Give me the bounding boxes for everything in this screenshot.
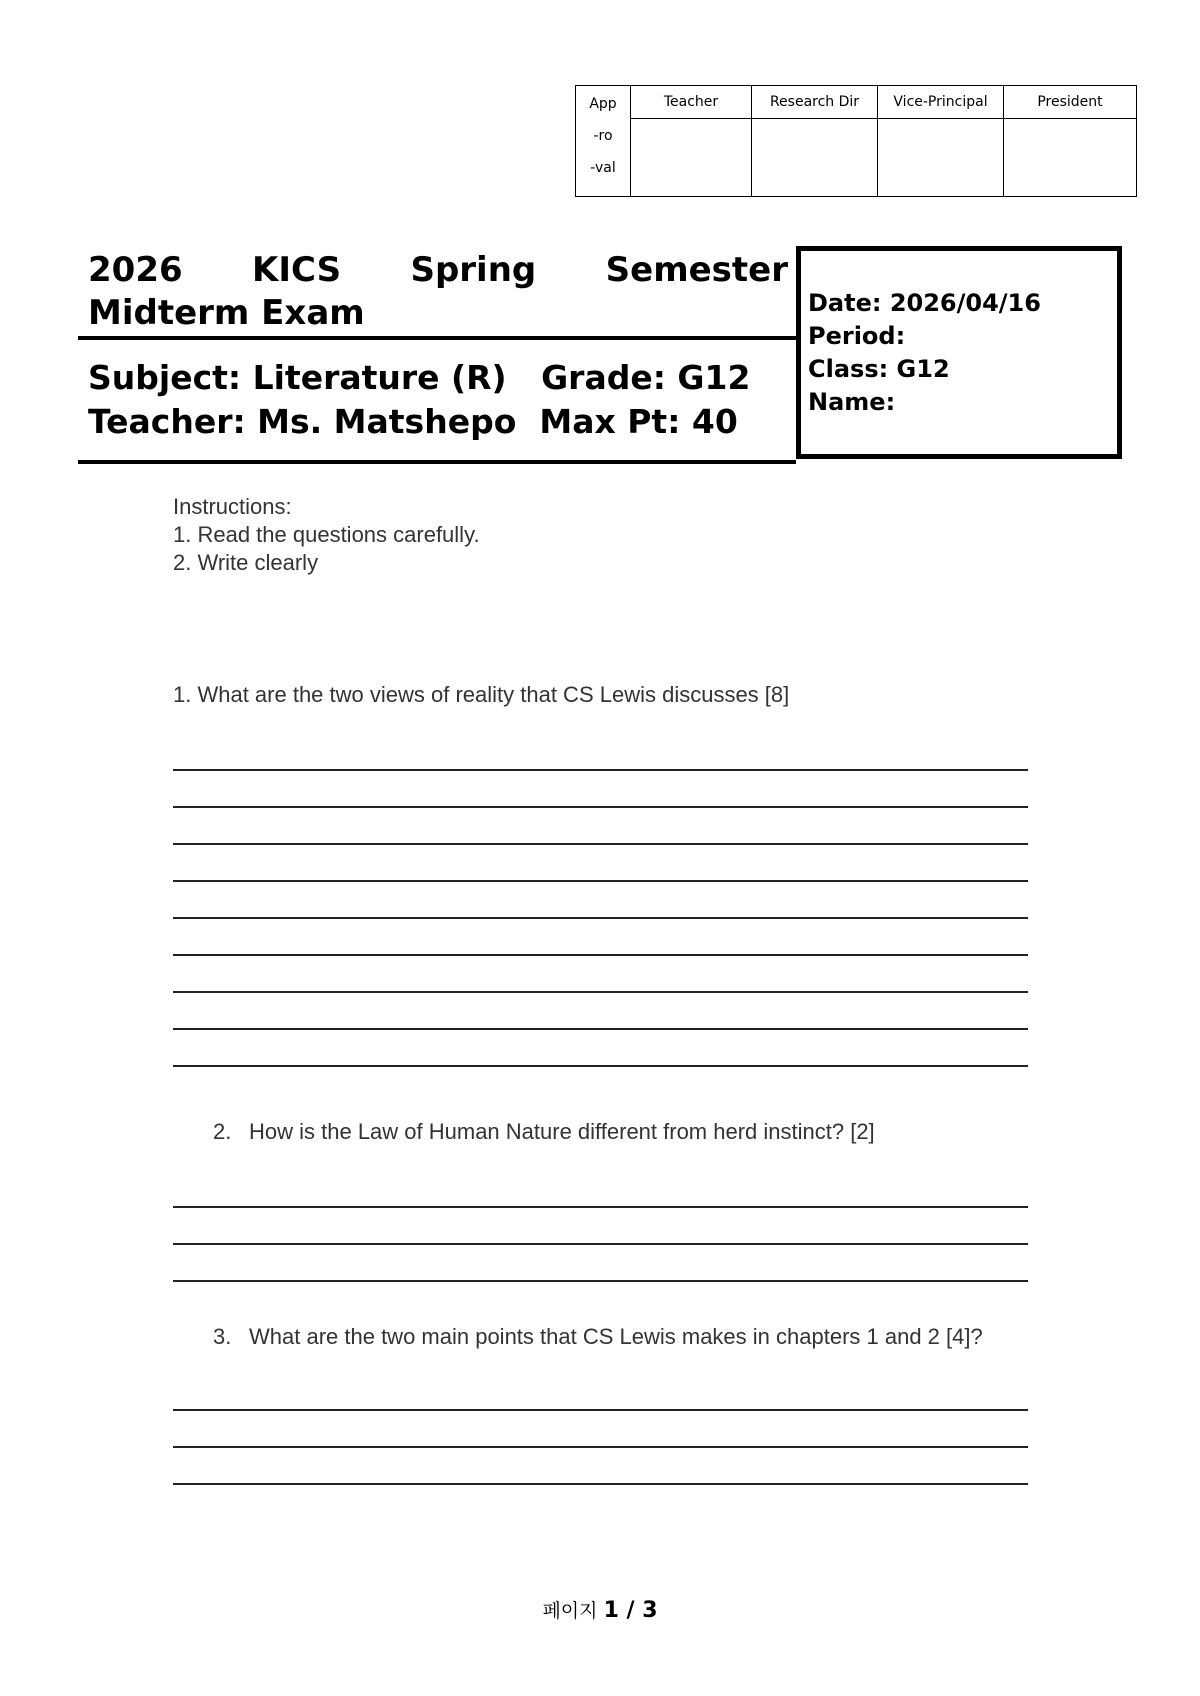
approval-label	[576, 86, 631, 197]
answer-line[interactable]	[173, 1483, 1028, 1485]
question-2	[213, 1119, 875, 1145]
answer-line[interactable]	[173, 806, 1028, 808]
question-text: What are the two main points that CS Lewis makes in chapters 1 and 2 [4]?	[249, 1324, 983, 1349]
approval-table	[575, 85, 1137, 197]
header-bottom-divider	[78, 460, 796, 464]
answer-line[interactable]	[173, 1028, 1028, 1030]
approval-col-vice-principal: Vice-Principal	[878, 86, 1004, 119]
signature-cell-president[interactable]	[1004, 119, 1137, 197]
approval-col-president: President	[1004, 86, 1137, 119]
answer-line[interactable]	[173, 917, 1028, 919]
answer-line[interactable]	[173, 1409, 1028, 1411]
approval-label-line: App	[589, 96, 617, 112]
answer-line[interactable]	[173, 1206, 1028, 1208]
title-word: Semester	[605, 250, 788, 290]
signature-cell-teacher[interactable]	[631, 119, 752, 197]
answer-line[interactable]	[173, 843, 1028, 845]
student-info-box	[796, 246, 1122, 459]
title-word: KICS	[252, 250, 342, 290]
header-divider	[78, 336, 796, 340]
answer-line[interactable]	[173, 880, 1028, 882]
title-word: 2026	[88, 250, 183, 290]
approval-col-research-dir: Research Dir	[752, 86, 878, 119]
answer-line[interactable]	[173, 1065, 1028, 1067]
question-1: 1. What are the two views of reality that CS Lewis discusses [8]	[173, 682, 790, 707]
exam-date: Date: 2026/04/16	[808, 289, 1041, 317]
name-field[interactable]: Name:	[808, 388, 896, 416]
period-field[interactable]: Period:	[808, 322, 906, 350]
answer-line[interactable]	[173, 1243, 1028, 1245]
answer-line[interactable]	[173, 769, 1028, 771]
instruction-item: 2. Write clearly	[173, 550, 319, 575]
question-text: How is the Law of Human Nature different from herd instinct? [2]	[249, 1119, 875, 1144]
page-number: 1 / 3	[603, 1598, 658, 1623]
signature-cell-research-dir[interactable]	[752, 119, 878, 197]
subject-grade-line: Subject: Literature (R) Grade: G12	[88, 358, 751, 397]
approval-label-line: -val	[590, 160, 616, 176]
page-prefix: 페이지	[542, 1600, 598, 1622]
question-3	[213, 1324, 983, 1350]
approval-label-line: -ro	[593, 128, 613, 144]
answer-line[interactable]	[173, 991, 1028, 993]
exam-title-line2: Midterm Exam	[88, 293, 365, 333]
answer-line[interactable]	[173, 1280, 1028, 1282]
question-number: 2.	[213, 1119, 232, 1144]
answer-line[interactable]	[173, 954, 1028, 956]
approval-col-teacher: Teacher	[631, 86, 752, 119]
class-field: Class: G12	[808, 355, 950, 383]
exam-title	[88, 250, 788, 290]
instructions-heading: Instructions:	[173, 494, 292, 519]
instruction-item: 1. Read the questions carefully.	[173, 522, 480, 547]
page-footer	[0, 1596, 1200, 1623]
question-number: 3.	[213, 1324, 232, 1349]
title-word: Spring	[410, 250, 537, 290]
signature-cell-vice-principal[interactable]	[878, 119, 1004, 197]
teacher-maxpoints-line: Teacher: Ms. Matshepo Max Pt: 40	[88, 402, 738, 441]
answer-line[interactable]	[173, 1446, 1028, 1448]
